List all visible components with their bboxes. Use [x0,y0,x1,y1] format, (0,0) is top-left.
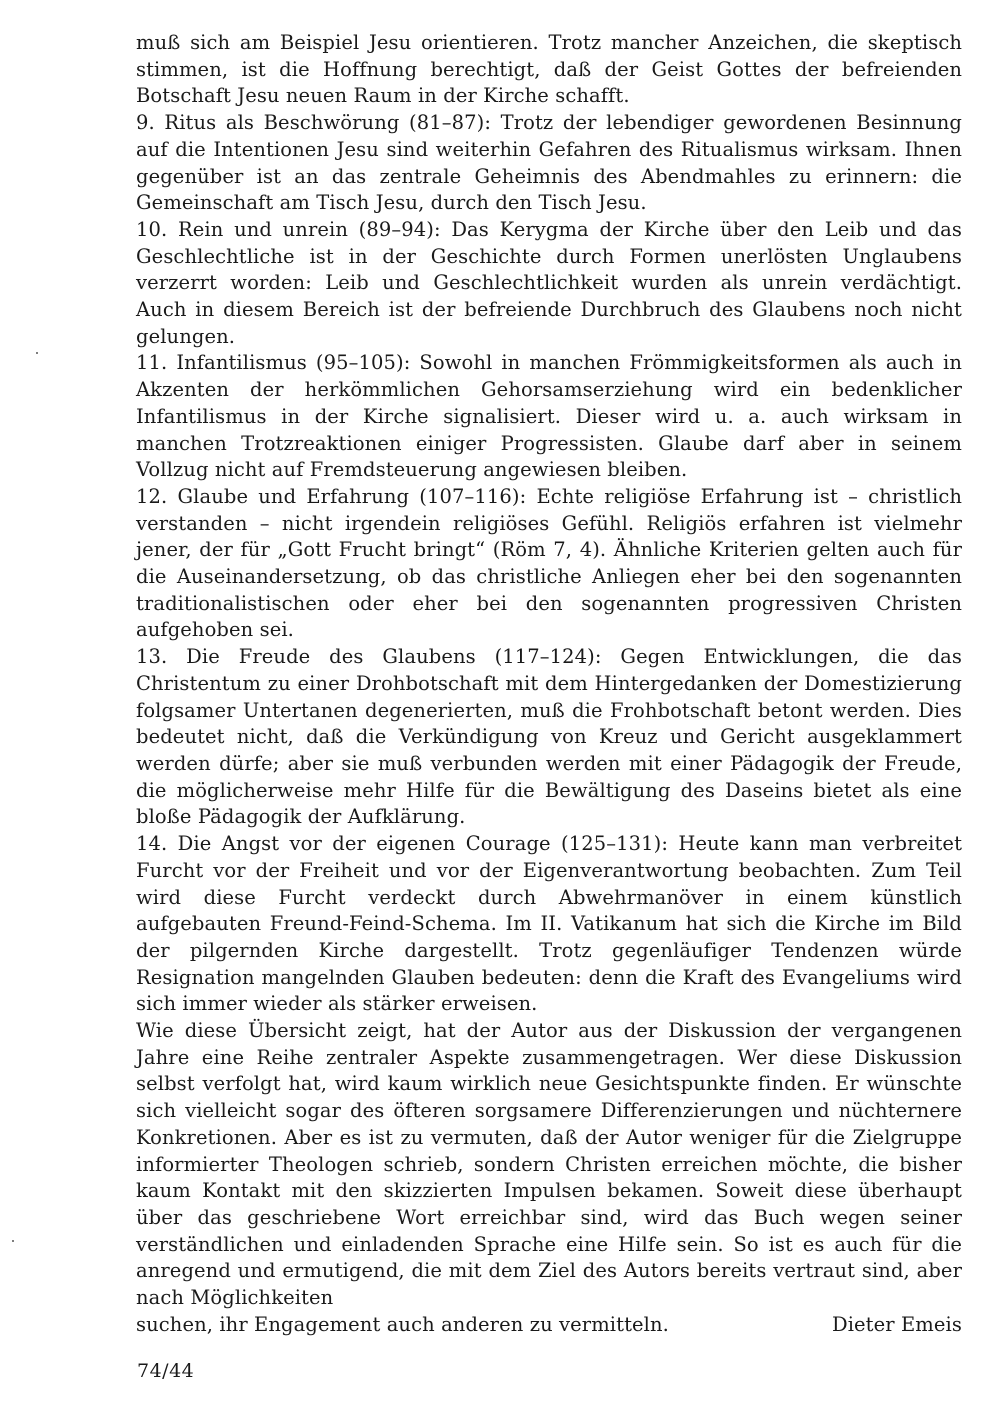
conclusion-paragraph: Wie diese Übersicht zeigt, hat der Autor aus der Diskussion der vergangenen Jahre eine Reihe zentraler Aspekte zusammengetragen. Wer diese Diskussion selbst verfolgt hat, wird kaum wirklich neue Gesichtspunkte finden. Er wünschte sich vielleicht sogar des öfteren sorgsamere Differenzierungen und nüchternere Konkretionen. Aber es ist zu vermuten, daß der Autor weniger für die Zielgruppe informierter Theologen schrieb, sondern Christen erreichen möchte, die bisher kaum Kontakt mit den skizzierten Impulsen bekamen. Soweit diese überhaupt über das geschriebene Wort erreichbar sind, wird das Buch wegen seiner verständlichen und einladenden Sprache eine Hilfe sein. So ist es auch für die anregend und ermutigend, die mit dem Ziel des Autors bereits vertraut sind, aber nach Möglichkeiten [136,1019,962,1310]
intro-paragraph: muß sich am Beispiel Jesu orientieren. Trotz mancher Anzeichen, die skeptisch stimmen, ist die Hoffnung berechtigt, daß der Geist Gottes der befreienden Botschaft Jesu neuen Raum in der Kirche schafft. [136,31,962,108]
section-13 [136,644,962,831]
section-heading: 12. Glaube und Erfahrung (107–116): [136,484,527,508]
signature-line [136,1312,962,1339]
section-heading: 14. Die Angst vor der eigenen Courage (125–131): [136,832,668,856]
scan-speck [12,1240,14,1242]
section-body: Trotz der lebendiger gewordenen Besinnung auf die Intentionen Jesu sind weiterhin Gefahren des Ritualismus wirksam. Ihnen gegenüber ist an das zentrale Geheimnis des Abendmahles zu erinnern: die Gemeinschaft am Tisch Jesu, durch den Tisch Jesu. [136,111,962,215]
section-body: Echte religiöse Erfahrung ist – christlich verstanden – nicht irgendein religiöses Gefühl. Religiös erfahren ist vielmehr jener, der für „Gott Frucht bringt“ (Röm 7, 4). Ähnliche Kriterien gelten auch für die Auseinandersetzung, ob das christliche Anliegen eher bei den sogenannten traditionalistischen oder eher bei den sogenannten progressiven Christen aufgehoben sei. [136,484,963,642]
body-text [136,30,962,1338]
section-body: Das Kerygma der Kirche über den Leib und das Geschlechtliche ist in der Geschichte durch Formen unerlösten Unglaubens verzerrt worden: Leib und Geschlechtlichkeit wurden als unrein verdächtigt. Auch in diesem Bereich ist der befreiende Durchbruch des Glaubens noch nicht gelungen. [136,217,962,348]
section-10 [136,217,962,351]
section-body: Sowohl in manchen Frömmigkeitsformen als auch in Akzenten der herkömmlichen Gehorsamserziehung wird ein bedenklicher Infantilismus in der Kirche signalisiert. Dieser wird u. a. auch wirksam in manchen Trotzreaktionen einiger Progressisten. Glaube darf aber in seinem Vollzug nicht auf Fremdsteuerung angewiesen bleiben. [136,351,962,482]
section-body: Heute kann man verbreitet Furcht vor der Freiheit und vor der Eigenverantwortung beobachten. Zum Teil wird diese Furcht verdeckt durch Abwehrmanöver in einem künstlich aufgebauten Freund-Feind-Schema. Im II. Vatikanum hat sich die Kirche im Bild der pilgernden Kirche dargestellt. Trotz gegenläufiger Tendenzen würde Resignation mangelnden Glauben bedeuten: denn die Kraft des Evangeliums wird sich immer wieder als stärker erweisen. [136,832,962,1016]
scan-speck [36,352,38,354]
section-12 [136,484,962,644]
section-body: Gegen Entwicklungen, die das Christentum zu einer Drohbotschaft mit dem Hintergedanken der Domestizierung folgsamer Untertanen degenerierten, muß die Frohbotschaft betont werden. Dies bedeutet nicht, daß die Verkündigung von Kreuz und Gericht ausgeklammert werden dürfe; aber sie muß verbunden werden mit einer Pädagogik der Freude, die möglicherweise mehr Hilfe für die Bewältigung des Daseins bietet als eine bloße Pädagogik der Aufklärung. [136,645,962,829]
section-heading: 11. Infantilismus (95–105): [136,351,411,375]
page-number: 74/44 [137,1360,195,1382]
section-heading: 9. Ritus als Beschwörung (81–87): [136,111,492,135]
author-signature: Dieter Emeis [831,1312,962,1336]
section-heading: 13. Die Freude des Glaubens (117–124): [136,645,602,669]
conclusion-last-line: suchen, ihr Engagement auch anderen zu vermitteln. [136,1312,669,1336]
section-14 [136,831,962,1018]
section-9 [136,110,962,217]
section-11 [136,350,962,484]
section-heading: 10. Rein und unrein (89–94): [136,217,441,241]
